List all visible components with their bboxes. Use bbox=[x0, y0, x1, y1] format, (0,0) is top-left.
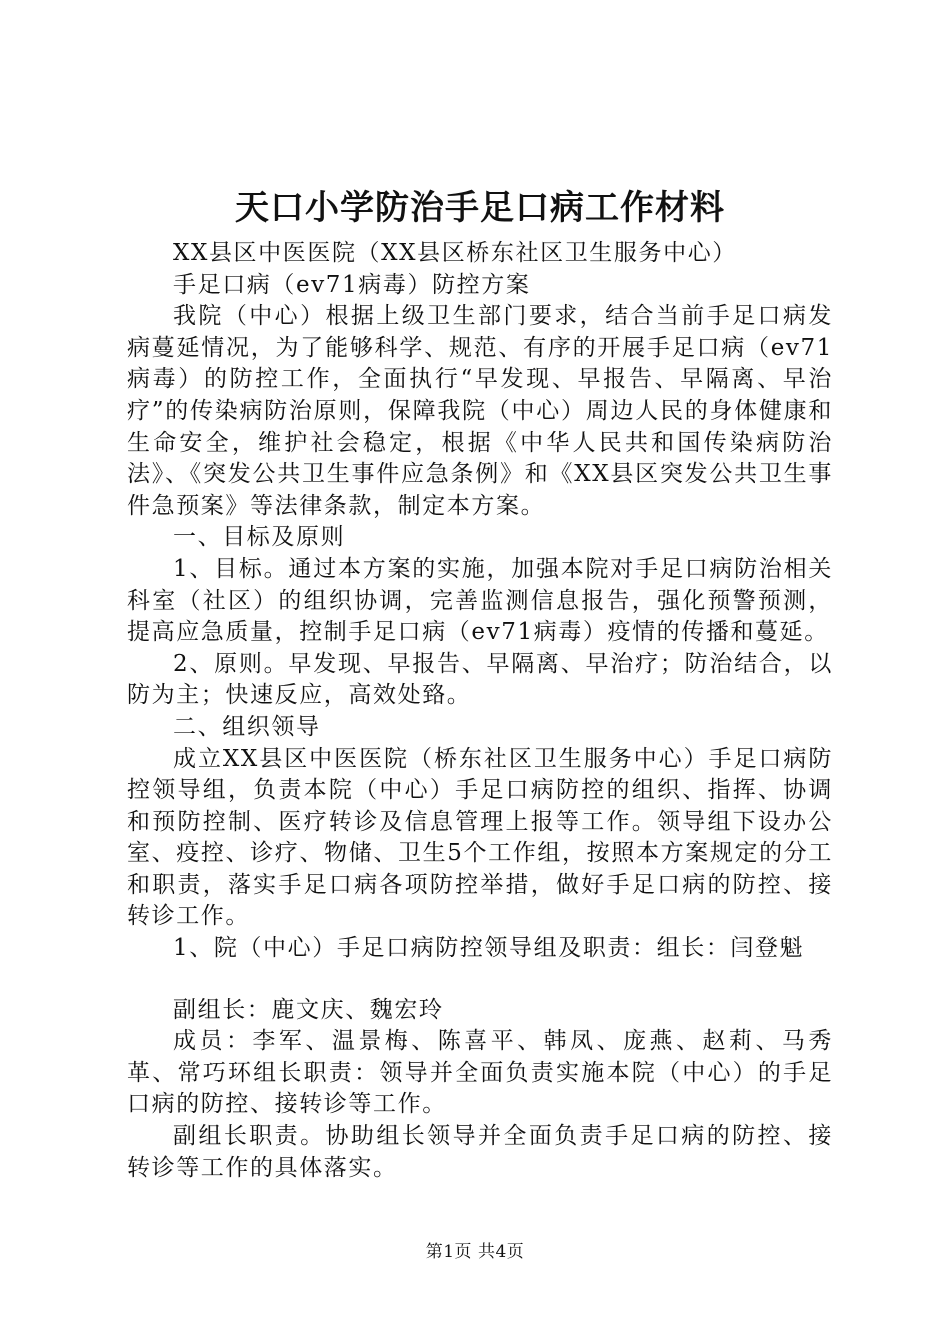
page-number-footer: 第1页 共4页 bbox=[425, 1242, 525, 1262]
paragraph-deputy-leaders: 副组长：鹿文庆、魏宏玲 bbox=[173, 996, 444, 1023]
paragraph-intro: 我院（中心）根据上级卫生部门要求，结合当前手足口病发病蔓延情况，为了能够科学、规范、有序的开展手足口病（ev71病毒）的防控工作，全面执行“早发现、早报告、早隔离、早治疗”的传染病防治原则，保障我院（中心）周边人民的身体健康和生命安全，维护社会稳定，根据《中华人民共和国传染病防治法》、《突发公共卫生事件应急条例》和《XX县区突发公共卫生事件急预案》等法律条款，制定本方案。 bbox=[127, 303, 833, 519]
section-heading-organization: 二、组织领导 bbox=[173, 713, 321, 740]
section-heading-goals: 一、目标及原则 bbox=[173, 524, 346, 551]
document-title: 天口小学防治手足口病工作材料 bbox=[235, 188, 725, 228]
document-body bbox=[127, 184, 833, 1184]
paragraph-organization: 成立XX县区中医医院（桥东社区卫生服务中心）手足口病防控领导组，负责本院（中心）手足口病防控的组织、指挥、协调和预防控制、医疗转诊及信息管理上报等工作。领导组下设办公室、疫控、诊疗、物储、卫生5个工作组，按照本方案规定的分工和职责，落实手足口病各项防控举措，做好手足口病的防控、接转诊工作。 bbox=[127, 745, 833, 930]
paragraph-members: 成员：李军、温景梅、陈喜平、韩凤、庞燕、赵莉、马秀革、常巧环组长职责：领导并全面负责实施本院（中心）的手足口病的防控、接转诊等工作。 bbox=[127, 1028, 833, 1118]
paragraph-plan-title: 手足口病（ev71病毒）防控方案 bbox=[173, 271, 531, 298]
paragraph-hospital-name: XX县区中医医院（XX县区桥东社区卫生服务中心） bbox=[173, 240, 737, 266]
paragraph-leader: 1、院（中心）手足口病防控领导组及职责：组长：闫登魁 bbox=[173, 935, 805, 962]
paragraph-deputy-duties: 副组长职责。协助组长领导并全面负责手足口病的防控、接转诊等工作的具体落实。 bbox=[127, 1123, 833, 1181]
paragraph-goal: 1、目标。通过本方案的实施，加强本院对手足口病防治相关科室（社区）的组织协调，完善监测信息报告，强化预警预测，提高应急质量，控制手足口病（ev71病毒）疫情的传播和蔓延。 bbox=[127, 555, 833, 646]
paragraph-principle: 2、原则。早发现、早报告、早隔离、早治疗；防治结合，以防为主；快速反应，高效处臵。 bbox=[127, 650, 833, 709]
